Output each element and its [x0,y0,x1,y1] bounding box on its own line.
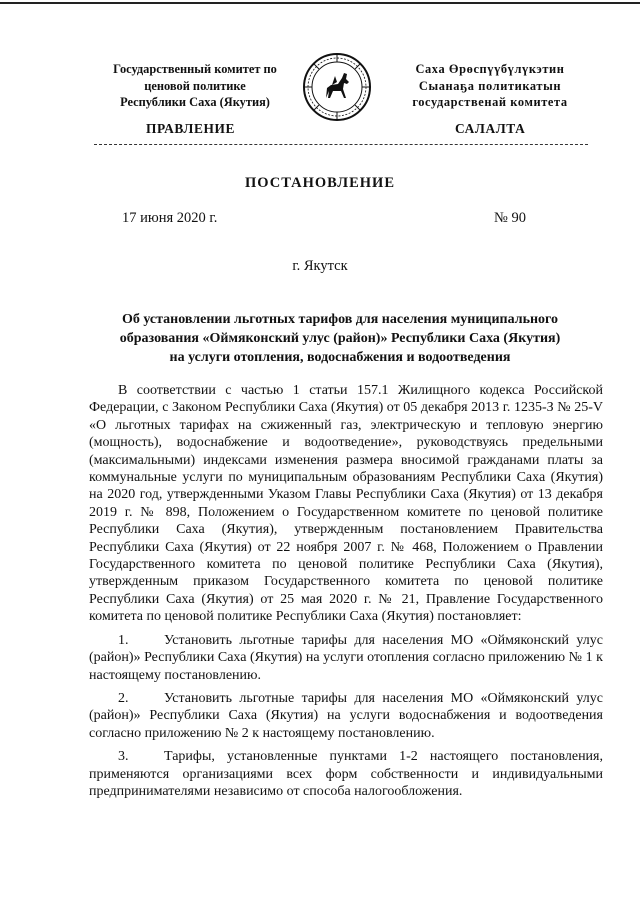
list-item [89,748,603,800]
header-org-name-yakut [392,61,588,111]
coat-of-arms-emblem [302,52,372,122]
document-date: 17 июня 2020 г. [122,210,218,226]
header-left-line-1: Государственный комитет по [113,62,277,76]
header-divider [94,144,588,145]
section-label-yakut: САЛАЛТА [455,121,526,136]
item-text: Установить льготные тарифы для населения МО «Оймяконский улус (район)» Республики Саха (Якутия) на услуги отопления согласно приложению № 1 к настоящему постановлению. [89,632,603,683]
header-left-line-3: Республики Саха (Якутия) [120,95,270,109]
header-left-line-2: ценовой политике [144,78,246,93]
preamble-paragraph: В соответствии с частью 1 статьи 157.1 Жилищного кодекса Российской Федерации, с Законом Республики Саха (Якутия) от 05 декабря 2013 г. 1235-З № 25-V «О льготных тарифах на сжиженный газ, электрическую и тепловую энергию (мощность), водоснабжение и водоотведение», руководствуясь предельными (максимальными) индексами изменения размера вносимой гражданами платы за коммунальные услуги по муниципальным образованиям Республики Саха (Якутия) на 2020 год, утвержденными Указом Главы Республики Саха (Якутия) от 13 декабря 2019 г. № 898, Положением о Государственном комитете по ценовой политике Республики Саха (Якутия), утвержденным постановлением Правительства Республики Саха (Якутия) от 22 ноября 2007 г. № 468, Положением о Правлении Государственного комитета по ценовой политике Республики Саха (Якутия), утвержденным приказом Государственного комитета по ценовой политике Республики Саха (Якутия) от 25 мая 2020 г. № 21, Правление Государственного комитета по ценовой политике Республики Саха (Якутия) постановляет: [89,383,603,625]
header-org-name-russian [92,61,298,111]
document-type-title: ПОСТАНОВЛЕНИЕ [244,175,395,191]
item-number: 1. [118,632,129,648]
section-label-russian: ПРАВЛЕНИЕ [146,121,236,136]
document-city: г. Якутск [292,258,348,274]
document-body [89,382,603,800]
item-number: 2. [118,690,129,706]
subject-line-2: образования «Оймяконский улус (район)» Республики Саха (Якутия) [119,331,561,346]
document-number: № 90 [494,210,526,226]
item-number: 3. [118,749,129,765]
item-text: Установить льготные тарифы для населения МО «Оймяконский улус (район)» Республики Саха (Якутия) на услуги водоснабжения и водоотведения согласно приложению № 2 к настоящему постановлению. [89,690,603,741]
list-item [89,632,603,684]
top-scan-line [0,2,640,4]
subject-line-1: Об установлении льготных тарифов для населения муниципального [121,312,559,327]
subject-line-3: на услуги отопления, водоснабжения и водоотведения [169,350,511,365]
header-right-line-3: государственай комитета [412,95,568,109]
list-item [89,690,603,742]
item-text: Тарифы, установленные пунктами 1-2 настоящего постановления, применяются организациями всех форм собственности и индивидуальными предпринимателями независимо от способа налогообложения. [89,749,603,799]
document-subject [70,310,610,367]
header-right-line-2: Сыанаҕа политикатын [418,78,562,93]
header-right-line-1: Саха Өрөспүүбүлүкэтин [415,62,565,76]
